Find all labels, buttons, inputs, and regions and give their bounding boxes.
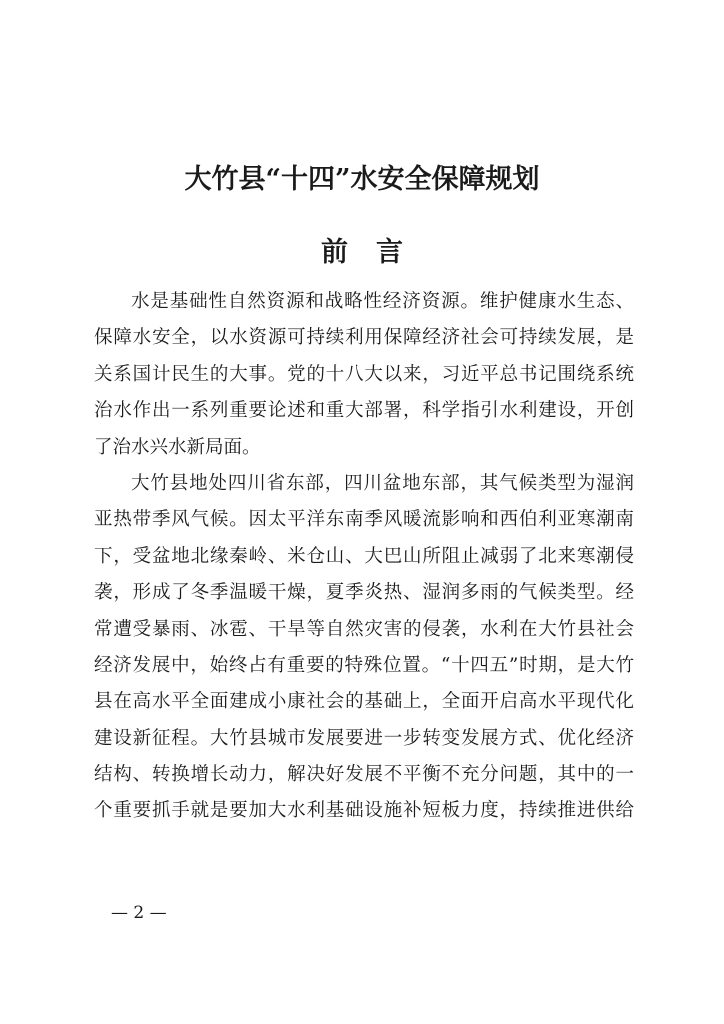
text-line: 下，受盆地北缘秦岭、米仓山、大巴山所阻止减弱了北来寒潮侵 [94,545,634,567]
text-line: 治水作出一系列重要论述和重大部署，科学指引水利建设，开创 [94,400,634,422]
document-title: 大竹县“十四”水安全保障规划 [184,164,540,195]
text-line: 县在高水平全面建成小康社会的基础上，全面开启高水平现代化 [94,691,634,713]
text-line: 关系国计民生的大事。党的十八大以来，习近平总书记围绕系统 [94,363,634,385]
text-line: 个重要抓手就是要加大水利基础设施补短板力度，持续推进供给 [94,800,634,822]
section-heading: 前言 [321,237,431,268]
document-body [94,284,634,830]
text-line: 大竹县地处四川省东部，四川盆地东部，其气候类型为湿润 [131,472,634,494]
text-line: 结构、转换增长动力，解决好发展不平衡不充分问题，其中的一 [94,764,634,786]
text-line: 建设新征程。大竹县城市发展要进一步转变发展方式、优化经济 [94,727,634,749]
text-line: 常遭受暴雨、冰雹、干旱等自然灾害的侵袭，水利在大竹县社会 [94,618,634,640]
paragraph-2 [94,466,634,830]
text-line: 水是基础性自然资源和战略性经济资源。维护健康水生态、 [131,291,634,312]
text-line: 了治水兴水新局面。 [94,436,261,458]
text-line: 袭，形成了冬季温暖干燥，夏季炎热、湿润多雨的气候类型。经 [94,582,634,604]
text-line: 亚热带季风气候。因太平洋东南季风暖流影响和西伯利亚寒潮南 [94,509,634,531]
page-number: — 2 — [111,903,167,923]
text-line: 经济发展中，始终占有重要的特殊位置。“十四五”时期，是大竹 [94,654,634,676]
paragraph-1 [94,284,634,466]
text-line: 保障水安全，以水资源可持续利用保障经济社会可持续发展，是 [94,327,634,349]
